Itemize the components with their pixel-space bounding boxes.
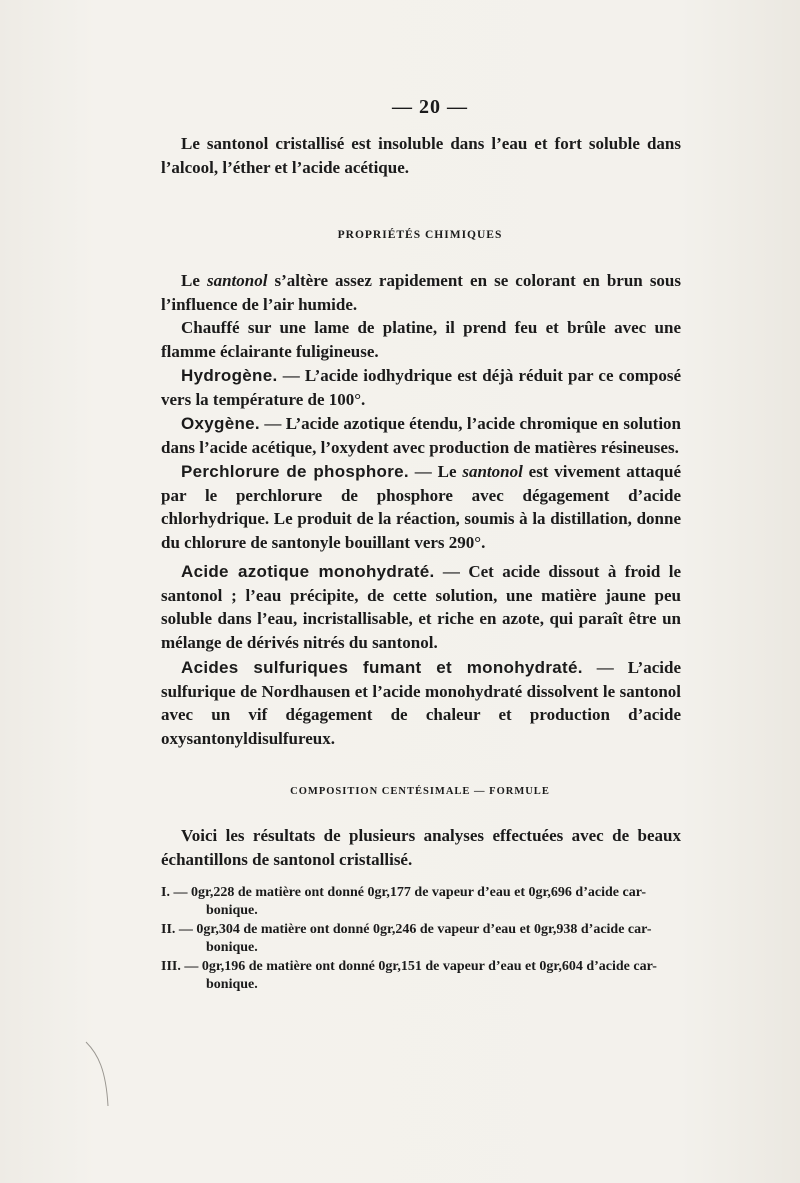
p1-pre: Le — [181, 271, 207, 290]
page-number: — 20 — — [392, 96, 468, 118]
intro-paragraph: Le santonol cristallisé est insoluble dans l’eau et fort soluble dans l’alcool, l’éther et l’acide acétique. — [161, 134, 681, 177]
paragraph-composition-intro: Voici les résultats de plusieurs analyses effectuées avec de beaux échantillons de santonol cristallisé. — [161, 826, 681, 869]
oxygene-text: — L’acide azotique étendu, l’acide chromique en solution dans l’acide acétique, l’oxydent avec production de matières résineuses. — [161, 414, 681, 457]
acide-azotique-text: — Cet acide dissout à froid le santonol ; l’eau précipite, de cette solution, une matière jaune peu soluble dans l’eau, incristallisable, et riche en azote, qui paraît être un mélange de dérivés nitrés du santonol. — [161, 562, 682, 652]
paragraph-oxygene — [161, 412, 681, 459]
analysis-2-cont: bonique. — [206, 940, 258, 955]
p1-post: s’altère assez rapidement en se colorant en brun sous l’influence de l’air humide. — [161, 271, 682, 314]
analysis-1-line: I. — 0gr,228 de matière ont donné 0gr,177 de vapeur d’eau et 0gr,696 d’acide car- — [161, 885, 647, 900]
perchlorure-text: est vivement attaqué par le perchlorure de phosphore avec dégagement d’acide chlorhydrique. Le produit de la réaction, soumis à la distillation, donne du chlorure de santonyle bouillant vers 290°. — [161, 462, 681, 552]
analysis-3-cont: bonique. — [206, 977, 258, 992]
perchlorure-pre: — Le — [408, 462, 463, 481]
paragraph-air-alteration — [161, 269, 681, 316]
term-acide-azotique: Acide azotique monohydraté. — [181, 562, 435, 581]
analysis-2-line: II. — 0gr,304 de matière ont donné 0gr,246 de vapeur d’eau et 0gr,938 d’acide car- — [161, 922, 652, 937]
analysis-2 — [161, 921, 681, 957]
term-acides-sulfuriques: Acides sulfuriques fumant et monohydraté. — [181, 658, 583, 677]
section-heading-composition: COMPOSITION CENTÉSIMALE — FORMULE — [290, 786, 550, 797]
analysis-1-cont: bonique. — [206, 903, 258, 918]
hydrogene-text: — L’acide iodhydrique est déjà réduit par ce composé vers la température de 100°. — [161, 366, 681, 409]
paragraph-hydrogene — [161, 364, 681, 411]
analysis-1 — [161, 884, 681, 920]
scan-mark-icon — [84, 1040, 114, 1110]
analysis-3-line: III. — 0gr,196 de matière ont donné 0gr,151 de vapeur d’eau et 0gr,604 d’acide car- — [161, 959, 657, 974]
acides-sulfuriques-text: — L’acide sulfurique de Nordhausen et l’acide monohydraté dissolvent le santonol avec un vif dégagement de chaleur et production d’acide oxysantonyldisulfureux. — [161, 658, 681, 748]
paragraph-acide-azotique — [161, 560, 681, 654]
term-santonol: santonol — [206, 271, 268, 290]
section-heading-chemical: PROPRIÉTÉS CHIMIQUES — [337, 229, 503, 241]
term-santonol-2: santonol — [462, 462, 523, 481]
analysis-3 — [161, 958, 681, 994]
term-oxygene: Oxygène. — [181, 414, 260, 433]
paragraph-platine: Chauffé sur une lame de platine, il prend feu et brûle avec une flamme éclairante fuligineuse. — [161, 318, 681, 361]
paragraph-perchlorure — [161, 460, 681, 554]
term-perchlorure: Perchlorure de phosphore. — [181, 462, 409, 481]
paragraph-acides-sulfuriques — [161, 656, 681, 750]
term-hydrogene: Hydrogène. — [181, 366, 278, 385]
